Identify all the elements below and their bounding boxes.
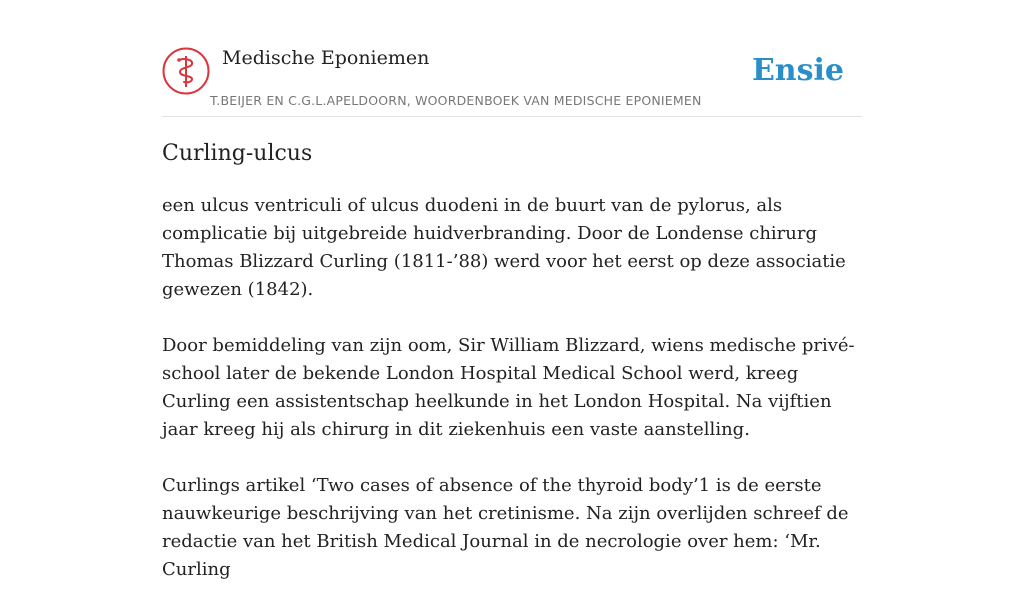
caduceus-svg xyxy=(162,47,210,95)
entry-title: Curling-ulcus xyxy=(162,141,313,166)
source-title[interactable]: Medische Eponiemen xyxy=(222,47,430,69)
entry-paragraph: een ulcus ventriculi of ulcus duodeni in de buurt van de pylorus, als complicatie bij uitgebreide huidverbranding. Door de Londense chirurg Thomas Blizzard Curling (1811-’88) werd voor het eerst op deze associatie gewezen (1842). xyxy=(162,195,846,300)
source-subtitle[interactable]: T.BEIJER EN C.G.L.APELDOORN, WOORDENBOEK VAN MEDISCHE EPONIEMEN xyxy=(210,93,702,108)
entry-paragraph: Door bemiddeling van zijn oom, Sir William Blizzard, wiens medische privé-school later de bekende London Hospital Medical School werd, kreeg Curling een assistentschap heelkunde in het London Hospital. Na vijftien jaar kreeg hij als chirurg in dit ziekenhuis een vaste aanstelling. xyxy=(162,335,855,440)
brand-logo[interactable]: Ensie xyxy=(751,53,844,88)
entry-paragraph: Curlings artikel ‘Two cases of absence of the thyroid body’1 is de eerste nauwkeurige beschrijving van het cretinisme. Na zijn overlijden schreef de redactie van het British Medical Journal in de necrologie over hem: ‘Mr. Curling xyxy=(162,475,849,580)
header xyxy=(162,46,862,117)
page xyxy=(162,0,862,580)
caduceus-icon[interactable] xyxy=(162,47,210,95)
entry-content xyxy=(162,192,862,612)
